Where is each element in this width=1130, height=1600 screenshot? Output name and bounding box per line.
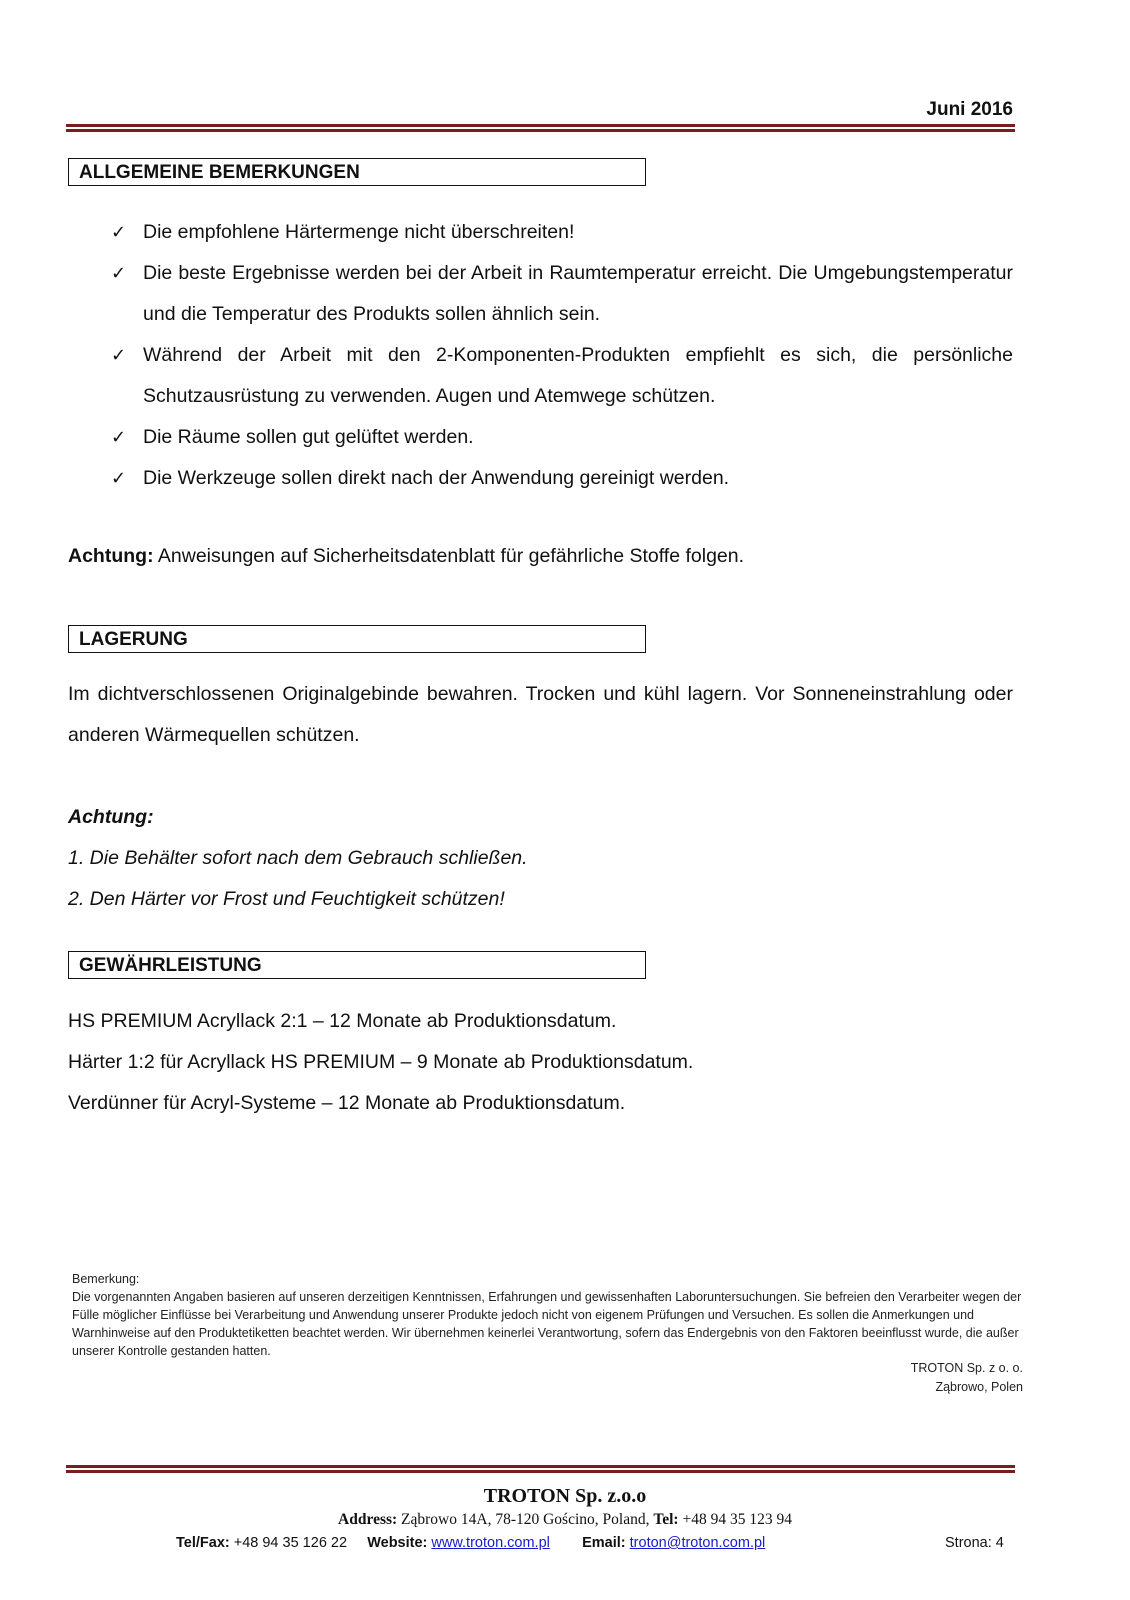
safety-note	[68, 536, 1013, 577]
section-heading-storage	[68, 625, 646, 653]
footer-company: TROTON Sp. z.o.o	[483, 1485, 647, 1507]
footer-address	[0, 1511, 1130, 1529]
email-label: Email:	[582, 1535, 626, 1551]
website-link[interactable]: www.troton.com.pl	[431, 1535, 550, 1551]
remark-location: Ząbrowo, Polen	[935, 1380, 1023, 1394]
website-label: Website:	[367, 1535, 428, 1551]
general-remarks-list	[108, 212, 1013, 499]
address-label: Address:	[338, 1511, 398, 1528]
email-link[interactable]: troton@troton.com.pl	[629, 1535, 766, 1551]
checkmark-icon: ✓	[111, 263, 127, 284]
warranty-lines	[68, 1001, 1013, 1124]
list-item: ✓ Die beste Ergebnisse werden bei der Arbeit in Raumtemperatur erreicht. Die Umgebungstemperatur und die Temperatur des Produkts sollen ähnlich sein.	[108, 253, 1013, 335]
checkmark-icon: ✓	[111, 222, 127, 243]
storage-note	[68, 797, 1013, 920]
document-date: Juni 2016	[926, 99, 1013, 120]
remark-company: TROTON Sp. z o. o.	[910, 1361, 1023, 1375]
checkmark-icon: ✓	[111, 427, 127, 448]
list-item: ✓ Die empfohlene Härtermenge nicht überschreiten!	[108, 212, 1013, 253]
tel-value: +48 94 35 123 94	[678, 1511, 792, 1528]
warranty-line: Verdünner für Acryl-Systeme – 12 Monate ab Produktionsdatum.	[68, 1092, 626, 1114]
header-rule	[66, 124, 1015, 134]
warranty-line: HS PREMIUM Acryllack 2:1 – 12 Monate ab Produktionsdatum.	[68, 1010, 617, 1032]
footer-rule	[66, 1465, 1015, 1475]
remark-label: Bemerkung:	[72, 1272, 140, 1286]
remark-text: Die vorgenannten Angaben basieren auf unseren derzeitigen Kenntnissen, Erfahrungen und gewissenhaften Laboruntersuchungen. Sie befreien den Verarbeiter wegen der Fülle möglicher Einflüsse bei Verarbeitung und Anwendung unserer Produkte jedoch nicht von eigenem Prüfungen und Versuchen. Es sollen die Anmerkungen und Warnhinweise auf den Produktetiketten beachtet werden. Wir übernehmen keinerlei Verantwortung, sofern das Endergebnis von den Faktoren beeinflusst wurde, die außer unserer Kontrolle gestanden hatten.	[72, 1290, 1022, 1358]
storage-note-line: 2. Den Härter vor Frost und Feuchtigkeit schützen!	[68, 888, 505, 910]
section-heading-general	[68, 158, 646, 186]
list-item: ✓ Die Werkzeuge sollen direkt nach der Anwendung gereinigt werden.	[108, 458, 1013, 499]
address-value: Ząbrowo 14A, 78-120 Gościno, Poland,	[397, 1511, 654, 1528]
section-heading-warranty	[68, 951, 646, 979]
list-item: ✓ Die Räume sollen gut gelüftet werden.	[108, 417, 1013, 458]
storage-text: Im dichtverschlossenen Originalgebinde bewahren. Trocken und kühl lagern. Vor Sonneneinstrahlung oder anderen Wärmequellen schützen.	[68, 683, 1013, 746]
tel-label: Tel:	[653, 1511, 679, 1528]
telfax-label: Tel/Fax:	[176, 1535, 230, 1551]
list-item: ✓ Während der Arbeit mit den 2-Komponenten-Produkten empfiehlt es sich, die persönliche Schutzausrüstung zu verwenden. Augen und Atemwege schützen.	[108, 335, 1013, 417]
footer-contact	[176, 1535, 1006, 1551]
remark-block	[72, 1270, 1022, 1360]
warranty-line: Härter 1:2 für Acryllack HS PREMIUM – 9 Monate ab Produktionsdatum.	[68, 1051, 694, 1073]
page-number: Strona: 4	[945, 1535, 1004, 1551]
section-title: LAGERUNG	[79, 629, 188, 650]
telfax-value: +48 94 35 126 22	[229, 1535, 348, 1551]
storage-note-label: Achtung:	[68, 806, 154, 828]
storage-note-line: 1. Die Behälter sofort nach dem Gebrauch schließen.	[68, 847, 528, 869]
checkmark-icon: ✓	[111, 468, 127, 489]
note-text: Anweisungen auf Sicherheitsdatenblatt für gefährliche Stoffe folgen.	[153, 545, 745, 567]
section-title: GEWÄHRLEISTUNG	[79, 955, 262, 976]
section-title: ALLGEMEINE BEMERKUNGEN	[79, 162, 360, 183]
note-label: Achtung:	[68, 545, 154, 567]
checkmark-icon: ✓	[111, 345, 127, 366]
